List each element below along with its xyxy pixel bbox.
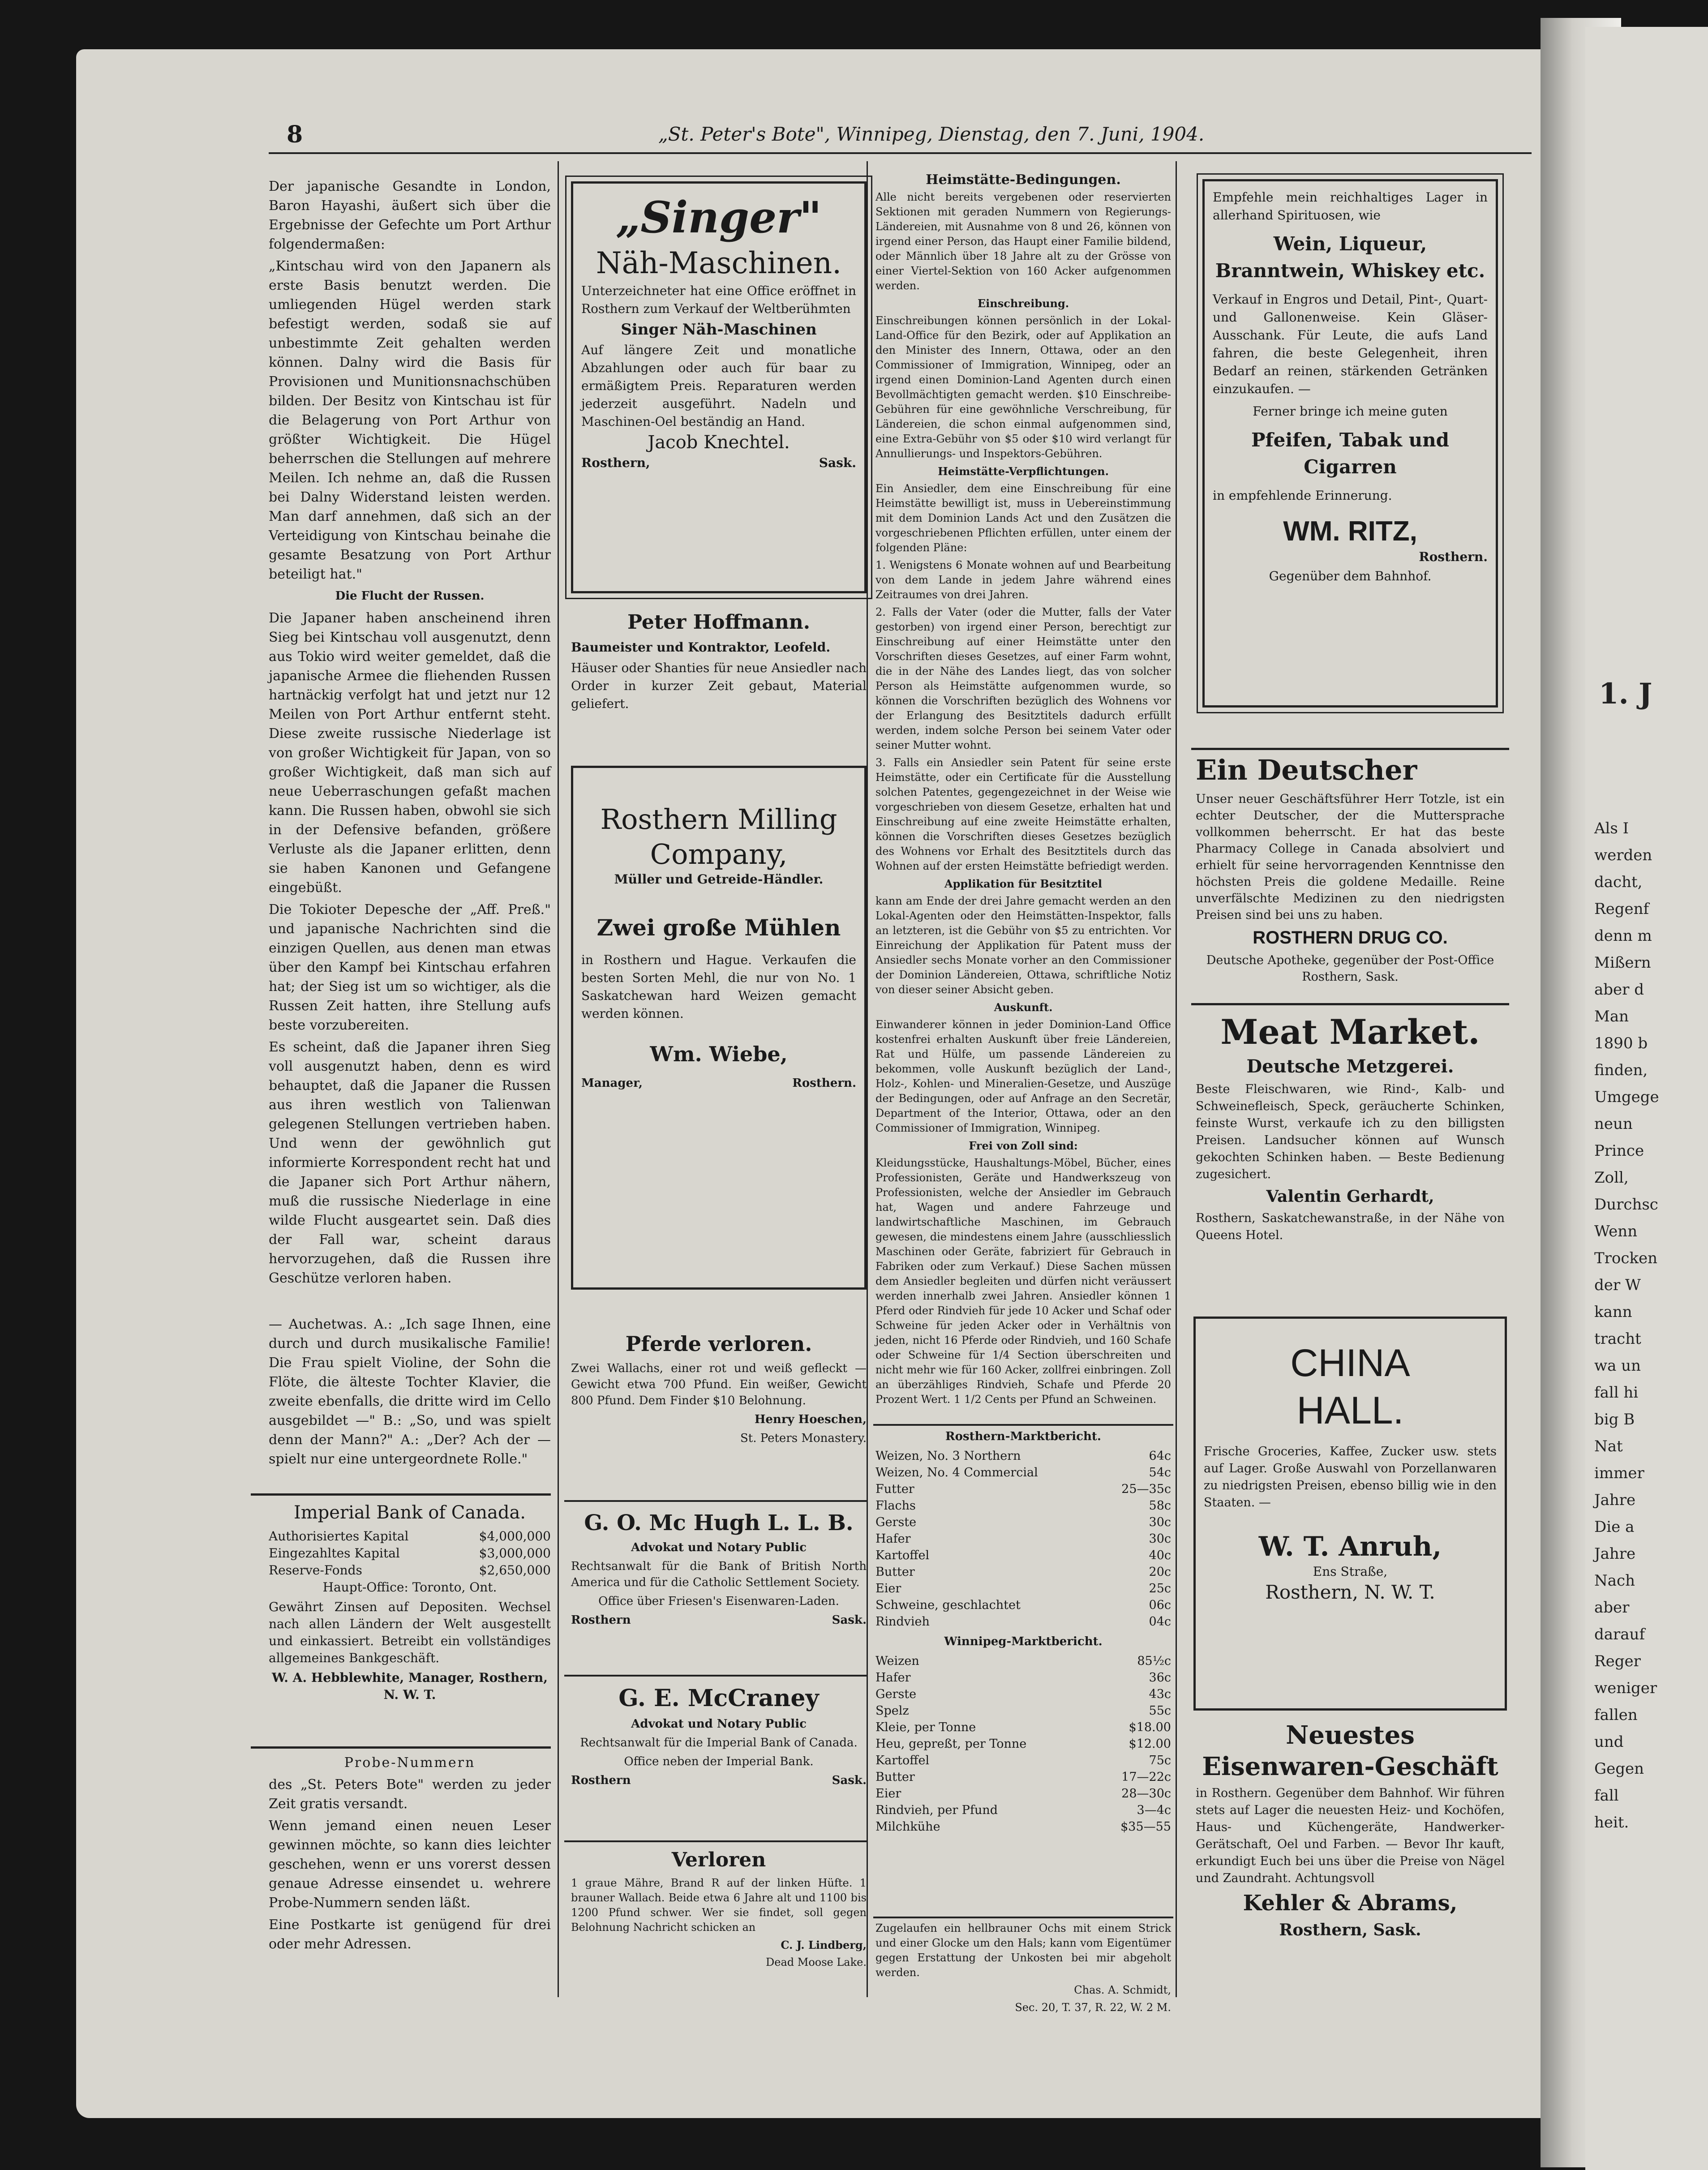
article-heading: Die Flucht der Russen. xyxy=(335,589,485,603)
adjacent-line: wa un xyxy=(1594,1357,1641,1375)
singer-body xyxy=(581,282,856,472)
singer-title: „Singer" xyxy=(616,192,822,243)
market-row-value: 75c xyxy=(1149,1754,1171,1767)
adjacent-text xyxy=(1594,815,1702,1836)
probe-ad xyxy=(269,1753,551,1956)
market-row-label: Kartoffel xyxy=(875,1754,930,1767)
milling-sub: Müller und Getreide-Händler. xyxy=(614,872,824,887)
adjacent-line: Nach xyxy=(1594,1572,1635,1590)
market-row-label: Heu, gepreßt, per Tonne xyxy=(875,1737,1027,1751)
singer-name: Jacob Knechtel. xyxy=(648,432,790,453)
section-rule xyxy=(1191,748,1509,750)
market-row-label: Schweine, geschlachtet xyxy=(875,1598,1021,1612)
bank-row-label: Reserve-Fonds xyxy=(269,1563,362,1578)
market-title: Rosthern-Marktbericht. xyxy=(945,1430,1101,1443)
article-paragraph: Die Japaner haben anscheinend ihren Sieg bei Kintschau voll ausgenutzt, denn aus Tokio wird weiter gemeldet, daß die japanische Armee die fliehenden Russen hartnäckig verfolgt hat und jetzt nur 12 Meilen von Port Arthur entfernt steht. Diese zweite russische Niederlage ist von großer Wichtigkeit für Japan, von so großer Wichtigkeit, daß man sich auf neue Ueberraschungen gefaßt machen kann. Die Russen haben, obwohl sie sich in der Defensive befanden, größere Verluste als die Japaner erlitten, denn sie haben Kanonen und Gefangene eingebüßt. xyxy=(269,610,551,896)
hoffmann-line: Baumeister und Kontraktor, Leofeld. xyxy=(571,640,831,655)
adjacent-line: Gegen xyxy=(1594,1760,1644,1778)
ritz-text: in empfehlende Erinnerung. xyxy=(1213,488,1392,503)
ritz-ad xyxy=(1202,179,1498,708)
adjacent-line: der W xyxy=(1594,1276,1641,1294)
singer-province: Sask. xyxy=(819,455,856,470)
article-paragraph: Die Tokioter Depesche der „Aff. Preß." und japanische Nachrichten sind die einzigen Quellen, aus denen man etwas über den Kampf bei Kintschau erfahren hat; der Sieg ist um so wichtiger, als die Russen Zeit hatten, ihre Stellung aufs beste vorzubereiten. xyxy=(269,902,551,1033)
milling-place: Rosthern. xyxy=(792,1076,856,1090)
mchugh-sub: Advokat und Notary Public xyxy=(631,1541,807,1554)
adjacent-line: Mißern xyxy=(1594,954,1651,972)
market-row-value: 36c xyxy=(1149,1671,1171,1685)
milling-title: Rosthern Milling xyxy=(600,803,837,836)
verloren-ad xyxy=(571,1847,867,1973)
adjacent-line: Wenn xyxy=(1594,1222,1638,1240)
market-row xyxy=(875,1736,1171,1752)
adjacent-line: darauf xyxy=(1594,1625,1645,1643)
adjacent-line: Umgege xyxy=(1594,1088,1659,1106)
law-paragraph: kann am Ende der drei Jahre gemacht werden an den Lokal-Agenten oder den Heimstätten-Inspektor, falls an letzteren, ist die Gebühr von $5 zu entrichten. Vor Einreichung der Applikation für Patent muss der Ansiedler sechs Monate vorher an den Commissioner der Dominion Ländereien, Ottawa, schriftliche Notiz von dieser seiner Absicht geben. xyxy=(875,895,1171,996)
market-row-value: 25c xyxy=(1149,1582,1171,1595)
china-place: Rosthern, N. W. T. xyxy=(1265,1581,1435,1603)
adjacent-line: Die a xyxy=(1594,1518,1635,1536)
eisen-ad xyxy=(1196,1720,1505,1943)
market-row-value: 64c xyxy=(1149,1449,1171,1463)
section-rule xyxy=(564,1500,867,1502)
market-row xyxy=(875,1497,1171,1514)
pferde-title: Pferde verloren. xyxy=(625,1332,812,1356)
bank-row xyxy=(269,1545,551,1562)
column-3 xyxy=(875,172,1171,1410)
meat-name: Valentin Gerhardt, xyxy=(1266,1187,1434,1206)
market-row-value: 06c xyxy=(1149,1598,1171,1612)
mchugh-ad xyxy=(571,1509,867,1628)
pferde-text: Zwei Wallachs, einer rot und weiß gefleckt — Gewicht etwa 700 Pfund. Ein weißer, Gewicht 800 Pfund. Dem Finder $10 Belohnung. xyxy=(571,1362,867,1407)
singer-subtitle: Näh-Maschinen. xyxy=(596,246,842,280)
market-row-label: Butter xyxy=(875,1565,915,1579)
meat-line: Rosthern, Saskatchewanstraße, in der Nähe von Queens Hotel. xyxy=(1196,1211,1505,1242)
china-text: Frische Groceries, Kaffee, Zucker usw. stets auf Lager. Große Auswahl von Porzellanwaren zu niedrigsten Preisen, ebenso billig wie in den Staaten. — xyxy=(1204,1445,1497,1510)
adjacent-line: 1890 b xyxy=(1594,1034,1648,1052)
adjacent-line: aber xyxy=(1594,1599,1630,1617)
market-row-label: Rindvieh, per Pfund xyxy=(875,1803,998,1817)
adjacent-line: tracht xyxy=(1594,1330,1641,1348)
section-heading: Einschreibung. xyxy=(977,297,1069,310)
anecdote: — Auchetwas. A.: „Ich sage Ihnen, eine durch und durch musikalische Familie! Die Frau spielt Violine, der Sohn die Flöte, die älteste Tochter Klavier, die zweite ebenfalls, die dritte wird im Cello ausgebildet —" B.: „So, und was spielt denn der Mann?" A.: „Der? Ach der — spielt nur eine untergeordnete Rolle." xyxy=(269,1317,551,1467)
market-row-label: Milchkühe xyxy=(875,1820,940,1834)
bank-row-label: Eingezahltes Kapital xyxy=(269,1546,400,1561)
column-1 xyxy=(269,177,551,1471)
milling-ad xyxy=(571,766,867,1290)
market-row-value: 20c xyxy=(1149,1565,1171,1579)
mccraney-text: Rechtsanwalt für die Imperial Bank of Canada. xyxy=(580,1736,858,1750)
market-row xyxy=(875,1653,1171,1669)
column-divider xyxy=(558,161,559,1997)
market-row xyxy=(875,1580,1171,1597)
ritz-bold: Pfeifen, Tabak und Cigarren xyxy=(1251,429,1450,478)
column-divider xyxy=(867,161,868,1997)
market-row-label: Hafer xyxy=(875,1671,911,1685)
mchugh-place: Rosthern xyxy=(571,1613,631,1627)
market-row xyxy=(875,1719,1171,1736)
masthead: „St. Peter's Bote", Winnipeg, Dienstag, den 7. Juni, 1904. xyxy=(658,123,1205,145)
market-row-label: Eier xyxy=(875,1787,901,1801)
eisen-title: Neuestes Eisenwaren-Geschäft xyxy=(1202,1720,1498,1781)
adjacent-line: dacht, xyxy=(1594,873,1643,891)
meat-sub: Deutsche Metzgerei. xyxy=(1246,1056,1454,1077)
ritz-name: WM. RITZ, xyxy=(1283,516,1417,547)
column-divider xyxy=(1176,161,1177,1997)
adjacent-line: Jahre xyxy=(1594,1491,1636,1509)
singer-place: Rosthern, xyxy=(581,455,650,470)
singer-text: Auf längere Zeit und monatliche Abzahlungen oder auch für baar zu ermäßigtem Preis. Reparaturen werden jederzeit ausgeführt. Nadeln und Maschinen-Oel beständig an Hand. xyxy=(581,343,856,429)
market-row-value: 3—4c xyxy=(1137,1803,1171,1817)
zugelaufen-notice xyxy=(875,1921,1171,2018)
pferde-place: St. Peters Monastery. xyxy=(740,1432,867,1445)
section-heading: Auskunft. xyxy=(994,1001,1053,1014)
adjacent-line: Als I xyxy=(1594,819,1629,837)
market-row-label: Kartoffel xyxy=(875,1548,930,1562)
meat-text: Beste Fleischwaren, wie Rind-, Kalb- und Schweinefleisch, Speck, geräucherte Schinken, feinste Wurst, verkaufe ich zu den billigsten Preisen. Landsucher können auf Wunsch gekochten Schinken haben. — Beste Bedienung zugesichert. xyxy=(1196,1082,1505,1181)
market-row-value: 55c xyxy=(1149,1704,1171,1718)
market-row xyxy=(875,1686,1171,1703)
adjacent-line: denn m xyxy=(1594,927,1652,945)
zugelaufen-name: Chas. A. Schmidt, xyxy=(1074,1984,1171,1996)
law-paragraph: 3. Falls ein Ansiedler sein Patent für seine erste Heimstätte, oder ein Certificate für die Ausstellung solchen Patentes, gegengezeichnet in der Weise wie vorgeschrieben von diesem Gesetze, erhalten hat und Einschreibung auf eine zweite Heimstätte erhalten, können die Vorschriften dieses Gesetzes bezüglich des Wohnens vor Erhalt des Besitztitels durch das Wohnen auf der ersten Heimstätte befriedigt werden. xyxy=(875,756,1171,872)
verloren-text: 1 graue Mähre, Brand R auf der linken Hüfte. 1 brauner Wallach. Beide etwa 6 Jahre alt und 1100 bis 1200 Pfund schwer. Wer sie findet, soll gegen Belohnung Nachricht schicken an xyxy=(571,1877,867,1934)
market-row-value: 25—35c xyxy=(1121,1482,1171,1496)
meat-title: Meat Market. xyxy=(1220,1012,1480,1052)
adjacent-line: finden, xyxy=(1594,1061,1648,1079)
singer-bold: Singer Näh-Maschinen xyxy=(621,321,817,339)
bank-ad xyxy=(269,1500,551,1706)
hoffmann-text: Häuser oder Shanties für neue Ansiedler nach Order in kurzer Zeit gebaut, Material geliefert. xyxy=(571,660,867,711)
section-heading: Heimstätte-Bedingungen. xyxy=(926,172,1121,188)
eisen-text: in Rosthern. Gegenüber dem Bahnhof. Wir führen stets auf Lager die neuesten Heiz- und Kochöfen, Haus- und Küchengeräte, Handwerker-Gerätschaft, Oel und Farben. — Bevor Ihr kauft, erkundigt Euch bei uns über die Preise von Nägel und Zaundraht. Achtungsvoll xyxy=(1196,1786,1505,1885)
adjacent-line: Regenf xyxy=(1594,900,1649,918)
market-row xyxy=(875,1769,1171,1785)
market-row xyxy=(875,1481,1171,1497)
verloren-title: Verloren xyxy=(671,1848,766,1871)
market-row-value: 30c xyxy=(1149,1515,1171,1529)
section-heading: Frei von Zoll sind: xyxy=(969,1139,1078,1152)
bank-row xyxy=(269,1528,551,1545)
adjacent-line: big B xyxy=(1594,1411,1635,1428)
verloren-place: Dead Moose Lake. xyxy=(766,1956,867,1968)
adjacent-line: neun xyxy=(1594,1115,1633,1133)
milling-name: Wm. Wiebe, xyxy=(650,1042,788,1066)
probe-text: Wenn jemand einen neuen Leser gewinnen möchte, so kann dies leichter geschehen, wenn er uns vorerst dessen genaue Adresse einsendet u. wehrere Probe-Nummern senden läßt. xyxy=(269,1818,551,1911)
mchugh-office: Office über Friesen's Eisenwaren-Laden. xyxy=(598,1595,839,1608)
rosthern-market-table xyxy=(875,1448,1171,1630)
drug-line: Deutsche Apotheke, gegenüber der Post-Office Rosthern, Sask. xyxy=(1206,953,1494,984)
law-paragraph: 2. Falls der Vater (oder die Mutter, falls der Vater gestorben) von irgend einer Person, berechtigt zur Einschreibung auf einer Heimstätte unter den Vorschriften dieses Gesetzes, auf einer Farm wohnt, die in der Nähe des Landes liegt, das von solcher Person als Heimstätte aufgenommen wurde, so können die Vorschriften bezüglich des Wohnens vor der Erlangung des Besitztitels dadurch erfüllt werden, indem solche Person bei seinem Vater oder seiner Mutter wohnt. xyxy=(875,606,1171,751)
market-row xyxy=(875,1531,1171,1547)
ritz-text: Ferner bringe ich meine guten xyxy=(1253,404,1448,419)
section-rule xyxy=(1191,1003,1509,1005)
article-paragraph: „Kintschau wird von den Japanern als erste Basis benutzt werden. Die umliegenden Hügel werden stark befestigt werden, sodaß sie auf unbestimmte Zeit gehalten werden können. Dalny wird die Basis für Provisionen und Munitionsnachschüben bilden. Der Besitz von Kintschau ist für die Belagerung von Port Arthur von größter Wichtigkeit. Die Hügel beherrschen die Stellungen auf mehrere Meilen. Ich nehme an, daß die Russen bei Dalny Widerstand leisten werden. Man darf annehmen, daß sich an der Verteidigung von Kintschau beinahe die gesamte Besatzung von Port Arthur beteiligt hat." xyxy=(269,258,551,582)
bank-capital-table xyxy=(269,1528,551,1579)
bank-office: Haupt-Office: Toronto, Ont. xyxy=(322,1580,497,1595)
probe-title: Probe-Nummern xyxy=(344,1755,476,1771)
adjacent-line: fall hi xyxy=(1594,1384,1639,1402)
mchugh-title: G. O. Mc Hugh L. L. B. xyxy=(584,1510,854,1535)
market-row-value: 54c xyxy=(1149,1466,1171,1480)
milling-heading: Zwei große Mühlen xyxy=(597,914,841,941)
drug-name: ROSTHERN DRUG CO. xyxy=(1253,928,1448,948)
market-row-value: 40c xyxy=(1149,1548,1171,1562)
mccraney-office: Office neben der Imperial Bank. xyxy=(624,1755,814,1768)
article-paragraph: Es scheint, daß die Japaner ihren Sieg voll ausgenutzt haben, denn es wird behauptet, daß die Japaner die Russen aus ihren westlich von Talienwan gelegenen Stellungen vertrieben haben. Und wenn der gewöhnlich gut informierte Korrespondent recht hat und die Japaner sich Port Arthur nähern, muß die russische Niederlage in eine wilde Flucht ausgeartet sein. Daß dies der Fall war, scheint daraus hervorzugehen, daß die Russen ihre Geschütze verloren haben. xyxy=(269,1039,551,1286)
milling-title: Company, xyxy=(650,838,788,871)
mchugh-text: Rechtsanwalt für die Bank of British North America und für die Catholic Settlement Society. xyxy=(571,1560,867,1589)
mccraney-province: Sask. xyxy=(832,1774,867,1787)
adjacent-line: Trocken xyxy=(1594,1249,1658,1267)
market-row xyxy=(875,1448,1171,1464)
section-rule xyxy=(251,1746,551,1749)
market-row xyxy=(875,1597,1171,1613)
china-line: Ens Straße, xyxy=(1313,1564,1388,1579)
bank-row-value: $4,000,000 xyxy=(479,1529,551,1544)
market-row-value: 04c xyxy=(1149,1615,1171,1629)
adjacent-line: aber d xyxy=(1594,981,1644,999)
market-row-label: Kleie, per Tonne xyxy=(875,1720,976,1734)
header-rule xyxy=(269,152,1532,154)
mccraney-ad xyxy=(571,1684,867,1788)
market-row xyxy=(875,1752,1171,1769)
pferde-ad xyxy=(571,1330,867,1449)
market-row-value: 85½c xyxy=(1137,1654,1171,1668)
milling-text: in Rosthern und Hague. Verkaufen die besten Sorten Mehl, die nur von No. 1 Saskatchewan hard Weizen gemacht werden können. xyxy=(581,952,856,1021)
law-paragraph: Einwanderer können in jeder Dominion-Land Office kostenfrei erhalten Auskunft über freie Ländereien, Rat und Hülfe, um passende Ländereien zu bekommen, volle Auskunft bezüglich der Land-, Holz-, Kohlen- und Mineralien-Gesetze, und Auszüge der Bedingungen, oder auf Anfrage an den Secretär, Department of the Interior, Ottawa, oder an den Commissioner of Immigration, Winnipeg. xyxy=(875,1018,1171,1134)
ritz-bold: Wein, Liqueur, Branntwein, Whiskey etc. xyxy=(1215,233,1485,282)
bank-row-value: $2,650,000 xyxy=(479,1563,551,1578)
mccraney-sub: Advokat und Notary Public xyxy=(631,1717,807,1731)
section-rule xyxy=(251,1493,551,1496)
eisen-name: Kehler & Abrams, xyxy=(1243,1891,1458,1916)
market-row xyxy=(875,1514,1171,1531)
market-row xyxy=(875,1613,1171,1630)
section-heading: Applikation für Besitztitel xyxy=(944,877,1102,890)
singer-text: Unterzeichneter hat eine Office eröffnet in Rosthern zum Verkauf der Weltberühmten xyxy=(581,283,856,316)
adjacent-line: Reger xyxy=(1594,1652,1641,1670)
market-row xyxy=(875,1785,1171,1802)
adjacent-line: immer xyxy=(1594,1464,1644,1482)
market-row xyxy=(875,1818,1171,1835)
china-name: W. T. Anruh, xyxy=(1258,1531,1442,1562)
meat-ad xyxy=(1196,1012,1505,1247)
law-paragraph: Ein Ansiedler, dem eine Einschreibung für eine Heimstätte bewilligt ist, muss in Uebereinstimmung mit dem Dominion Lands Act und den Zusätzen die vorgeschriebenen Pflichten erfüllen, unter einem der folgenden Pläne: xyxy=(875,482,1171,554)
law-paragraph: 1. Wenigstens 6 Monate wohnen auf und Bearbeitung von dem Lande in jedem Jahre während eines Zeitraumes von drei Jahren. xyxy=(875,559,1171,601)
adjacent-line: weniger xyxy=(1594,1679,1657,1697)
market-row xyxy=(875,1802,1171,1818)
adjacent-line: und xyxy=(1594,1733,1624,1751)
market-row-label: Weizen xyxy=(875,1654,919,1668)
section-rule xyxy=(873,1917,1173,1918)
china-title: CHINA xyxy=(1290,1342,1410,1385)
market-row-label: Futter xyxy=(875,1482,914,1496)
singer-ad xyxy=(571,181,867,593)
milling-role: Manager, xyxy=(581,1076,643,1090)
hoffmann-ad xyxy=(571,609,867,716)
bank-title: Imperial Bank of Canada. xyxy=(293,1502,526,1523)
market-row-label: Flachs xyxy=(875,1499,916,1513)
market-row-value: 58c xyxy=(1149,1499,1171,1513)
market-row xyxy=(875,1464,1171,1481)
market-row xyxy=(875,1564,1171,1580)
section-rule xyxy=(873,1424,1173,1426)
probe-text: des „St. Peters Bote" werden zu jeder Zeit gratis versandt. xyxy=(269,1777,551,1812)
market-row xyxy=(875,1547,1171,1564)
market-reports xyxy=(875,1428,1171,1835)
ritz-text: Verkauf in Engros und Detail, Pint-, Quart- und Gallonenweise. Kein Gläser-Ausschank. Für Leute, die aufs Land fahren, die beste Gelegenheit, ihren Bedarf an reinen, stärkenden Getränken einzukaufen. — xyxy=(1213,292,1488,396)
drug-text: Unser neuer Geschäftsführer Herr Totzle, ist ein echter Deutscher, der die Muttersprache vollkommen beherrscht. Er hat das beste Pharmacy College in Canada absolviert und erhielt für seine hervorragenden Kenntnisse den höchsten Preis die goldene Medaille. Reine unverfälschte Medizinen zu den niedrigsten Preisen sind bei uns zu haben. xyxy=(1196,792,1505,922)
mchugh-province: Sask. xyxy=(832,1613,867,1627)
zugelaufen-text: Zugelaufen ein hellbrauner Ochs mit einem Strick und einer Glocke um den Hals; kann vom Eigentümer gegen Erstattung der Unkosten bei mir abgeholt werden. xyxy=(875,1922,1171,1979)
adjacent-line: Jahre xyxy=(1594,1545,1636,1563)
eisen-place: Rosthern, Sask. xyxy=(1279,1921,1421,1939)
section-rule xyxy=(564,1840,867,1842)
law-paragraph: Alle nicht bereits vergebenen oder reservierten Sektionen mit geraden Nummern von Regierungs-Ländereien, mit Ausnahme von 8 und 26, können von irgend einer Person, das Haupt einer Familie bildend, oder Männlich über 18 Jahre alt zu der Grösse von einer Viertel-Sektion von 160 Acker aufgenommen werden. xyxy=(875,191,1171,292)
adjacent-heading: 1. J xyxy=(1599,677,1652,711)
market-row-value: 30c xyxy=(1149,1532,1171,1546)
market-row-value: 43c xyxy=(1149,1687,1171,1701)
adjacent-line: Zoll, xyxy=(1594,1169,1629,1187)
market-row-label: Weizen, No. 4 Commercial xyxy=(875,1466,1038,1480)
adjacent-line: fallen xyxy=(1594,1706,1638,1724)
verloren-name: C. J. Lindberg, xyxy=(781,1938,867,1951)
adjacent-line: werden xyxy=(1594,846,1652,864)
pferde-name: Henry Hoeschen, xyxy=(754,1413,867,1426)
ritz-text: Empfehle mein reichhaltiges Lager in allerhand Spirituosen, wie xyxy=(1213,190,1488,223)
drug-ad xyxy=(1196,752,1505,988)
hoffmann-title: Peter Hoffmann. xyxy=(627,611,811,634)
adjacent-line: heit. xyxy=(1594,1814,1629,1831)
mccraney-place: Rosthern xyxy=(571,1774,631,1787)
law-paragraph: Einschreibungen können persönlich in der Lokal-Land-Office für den Bezirk, oder auf Applikation an den Minister des Innern, Ottawa, oder an den Commissioner of Immigration, Winnipeg, oder an irgend einen Dominion-Land Agenten durch einen Bevollmächtigten gemacht werden. $10 Einschreibe-Gebühren für eine gewöhnliche Verschreibung, für Ländereien, die schon einmal aufgenommen sind, eine Extra-Gebühr von $5 oder $10 wird verlangt für Annullierungs- und Inspektors-Gebühren. xyxy=(875,314,1171,460)
bank-signature: W. A. Hebblewhite, Manager, Rosthern, N. W. T. xyxy=(272,1670,548,1702)
china-title: HALL. xyxy=(1296,1389,1404,1432)
article-paragraph: Der japanische Gesandte in London, Baron Hayashi, äußert sich über die Ergebnisse der Gefechte um Port Arthur folgendermaßen: xyxy=(269,179,551,252)
bank-row-value: $3,000,000 xyxy=(479,1546,551,1561)
market-title: Winnipeg-Marktbericht. xyxy=(944,1635,1103,1648)
adjacent-line: Nat xyxy=(1594,1437,1623,1455)
market-row-label: Eier xyxy=(875,1582,901,1595)
zugelaufen-sec: Sec. 20, T. 37, R. 22, W. 2 M. xyxy=(1015,2001,1171,2014)
winnipeg-market-table xyxy=(875,1653,1171,1835)
adjacent-line: Durchsc xyxy=(1594,1196,1658,1214)
ritz-place: Rosthern. xyxy=(1419,549,1488,564)
market-row-value: $18.00 xyxy=(1129,1720,1171,1734)
market-row-label: Spelz xyxy=(875,1704,909,1718)
market-row-value: $12.00 xyxy=(1129,1737,1171,1751)
bank-row-label: Authorisiertes Kapital xyxy=(269,1529,409,1544)
mccraney-title: G. E. McCraney xyxy=(618,1685,819,1712)
market-row xyxy=(875,1669,1171,1686)
adjacent-page xyxy=(1585,27,1708,2170)
market-row-value: 28—30c xyxy=(1121,1787,1171,1801)
market-row-label: Hafer xyxy=(875,1532,911,1546)
page-number: 8 xyxy=(287,121,303,148)
market-row xyxy=(875,1703,1171,1719)
adjacent-line: fall xyxy=(1594,1787,1619,1805)
adjacent-line: Prince xyxy=(1594,1142,1644,1160)
market-row-value: $35—55 xyxy=(1120,1820,1171,1834)
section-rule xyxy=(564,1675,867,1677)
bank-row xyxy=(269,1562,551,1579)
law-paragraph: Kleidungsstücke, Haushaltungs-Möbel, Bücher, eines Professionisten, Geräte und Handwerkszeug von Professionisten, welche der Ansiedler im Gebrauch hat, Wagen und andere Fahrzeuge und landwirtschaftliche Maschinen, im Gebrauch gewesen, die mindestens einem Jahre (ausschliesslich Maschinen oder Geräte, fabriziert für Gebrauch in Fabriken oder zum Verkauf.) Diese Sachen müssen dem Ansiedler begleiten und dürfen nicht veräussert werden innerhalb zwei Jahren. Ansiedler können 1 Pferd oder Rindvieh für jede 10 Acker und Schaf oder Schweine für jeden Acker oder in Verhältnis von jeden, nicht 16 Pferde oder Rindvieh, und 160 Schafe oder Schweine für 1/4 Section überschreiten und nicht mehr wie für 160 Acker, zollfrei einbringen. Zoll an überzähliges Rindvieh, Schafe und Pferde 20 Prozent Wert. 1 1/2 Cents per Pfund an Schweinen. xyxy=(875,1157,1171,1406)
adjacent-line: kann xyxy=(1594,1303,1632,1321)
adjacent-line: Man xyxy=(1594,1008,1629,1025)
market-row-label: Gerste xyxy=(875,1687,917,1701)
drug-title: Ein Deutscher xyxy=(1196,754,1417,786)
market-row-label: Gerste xyxy=(875,1515,917,1529)
market-row-value: 17—22c xyxy=(1121,1770,1171,1784)
probe-text: Eine Postkarte ist genügend für drei oder mehr Adressen. xyxy=(269,1917,551,1952)
section-heading: Heimstätte-Verpflichtungen. xyxy=(938,465,1109,478)
ritz-location: Gegenüber dem Bahnhof. xyxy=(1269,569,1432,583)
china-hall-ad xyxy=(1193,1317,1507,1711)
market-row-label: Butter xyxy=(875,1770,915,1784)
bank-text: Gewährt Zinsen auf Depositen. Wechsel nach allen Ländern der Welt ausgestellt und einkassiert. Betreibt ein vollständiges allgemeines Bankgeschäft. xyxy=(269,1600,551,1665)
market-row-label: Rindvieh xyxy=(875,1615,930,1629)
market-row-label: Weizen, No. 3 Northern xyxy=(875,1449,1021,1463)
